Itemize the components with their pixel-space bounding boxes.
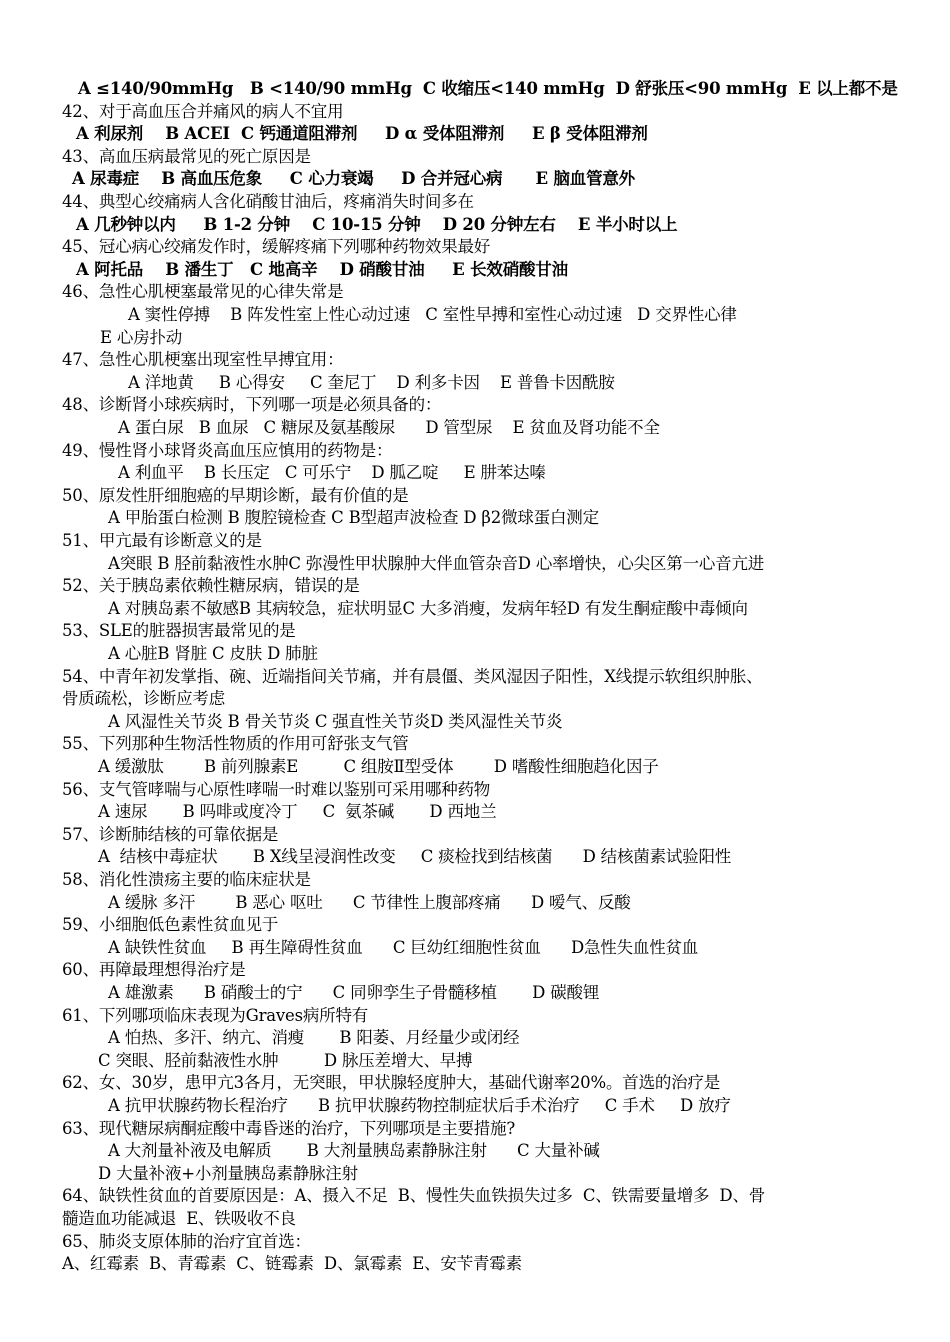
text-line: 63、现代糖尿病酮症酸中毒昏迷的治疗，下列哪项是主要措施? [62,1118,516,1138]
text-line: A 甲胎蛋白检测 B 腹腔镜检查 C B型超声波检查 D β2微球蛋白测定 [108,508,599,528]
text-line: 59、小细胞低色素性贫血见于 [62,915,279,935]
text-line: A 洋地黄 B 心得安 C 奎尼丁 D 利多卡因 E 普鲁卡因酰胺 [128,372,615,392]
text-line: 52、关于胰岛素依赖性糖尿病，错误的是 [62,576,360,596]
text-line: 54、中青年初发掌指、碗、近端指间关节痛，并有晨僵、类风湿因子阳性，X线提示软组织肿胀、 [62,666,763,686]
text-line: A 怕热、多汗、纳亢、消瘦 B 阳萎、月经量少或闭经 [108,1028,520,1048]
text-line: 51、甲亢最有诊断意义的是 [62,531,262,550]
text-line: 50、原发性肝细胞癌的早期诊断，最有价值的是 [62,485,409,505]
text-line: A 缓激肽 B 前列腺素E C 组胺Ⅱ型受体 D 嗜酸性细胞趋化因子 [98,757,659,776]
text-line: C 突眼、胫前黏液性水肿 D 脉压差增大、早搏 [98,1050,473,1070]
text-line: 56、支气管哮喘与心原性哮喘一时难以鉴别可采用哪种药物 [62,779,491,799]
text-line: A 雄激素 B 硝酸士的宁 C 同卵孪生子骨髓移植 D 碳酸锂 [108,983,600,1002]
text-line: A 利血平 B 长压定 C 可乐宁 D 胍乙啶 E 肼苯达嗪 [118,463,546,483]
text-line: 62、女、30岁，患甲亢3各月，无突眼，甲状腺轻度肿大，基础代谢率20%。首选的治疗是 [62,1073,721,1093]
text-line: A 风湿性关节炎 B 骨关节炎 C 强直性关节炎D 类风湿性关节炎 [108,711,563,731]
text-line: A 窦性停搏 B 阵发性室上性心动过速 C 室性早搏和室性心动过速 D 交界性心律 [128,305,737,324]
text-line: 髓造血功能减退 E、铁吸收不良 [62,1209,296,1228]
text-line: 48、诊断肾小球疾病时，下列哪一项是必须具备的： [62,395,442,415]
text-line: 53、SLE的脏器损害最常见的是 [62,621,296,641]
text-line: A 对胰岛素不敏感B 其病较急，症状明显C 大多消瘦，发病年轻D 有发生酮症酸中毒倾向 [108,598,748,618]
text-line: A 缓脉 多汗 B 恶心 呕吐 C 节律性上腹部疼痛 D 嗳气、反酸 [108,892,631,912]
text-line: 64、缺铁性贫血的首要原因是：A、摄入不足 B、慢性失血铁损失过多 C、铁需要量增多 D、骨 [62,1186,766,1206]
text-line: A 心脏B 肾脏 C 皮肤 D 肺脏 [108,644,318,663]
text-line: A ≤140/90mmHg B <140/90 mmHg C 收缩压<140 mmHg D 舒张压<90 mmHg E 以上都不是 [78,79,898,98]
text-line: A 速尿 B 吗啡或度冷丁 C 氨茶碱 D 西地兰 [98,802,497,822]
text-line: 骨质疏松，诊断应考虑 [62,689,226,709]
text-line: A 几秒钟以内 B 1-2 分钟 C 10-15 分钟 D 20 分钟左右 E 半小时以上 [76,214,678,234]
text-line: 60、再障最理想得治疗是 [62,960,246,980]
text-line: 47、急性心肌梗塞出现室性早搏宜用： [62,350,344,370]
text-line: A、红霉素 B、青霉素 C、链霉素 D、氯霉素 E、安苄青霉素 [62,1254,522,1274]
text-line: E 心房扑动 [100,327,183,347]
text-line: A突眼 B 胫前黏液性水肿C 弥漫性甲状腺肿大伴血管杂音D 心率增快，心尖区第一心音亢进 [108,553,765,573]
text-line: 46、急性心肌梗塞最常见的心律失常是 [62,282,344,302]
text-line: A 利尿剂 B ACEI C 钙通道阻滞剂 D α 受体阻滞剂 E β 受体阻滞剂 [76,124,648,144]
text-line: 45、冠心病心绞痛发作时，缓解疼痛下列哪种药物效果最好 [62,237,491,257]
text-line: A 尿毒症 B 高血压危象 C 心力衰竭 D 合并冠心病 E 脑血管意外 [72,169,635,189]
text-line: D 大量补液+小剂量胰岛素静脉注射 [98,1163,358,1183]
text-line: A 抗甲状腺药物长程治疗 B 抗甲状腺药物控制症状后手术治疗 C 手术 D 放疗 [108,1096,731,1115]
text-line: A 大剂量补液及电解质 B 大剂量胰岛素静脉注射 C 大量补碱 [108,1141,600,1161]
text-line: 57、诊断肺结核的可靠依据是 [62,824,279,844]
text-line: 55、下列那种生物活性物质的作用可舒张支气管 [62,734,409,754]
text-line: 49、慢性肾小球肾炎高血压应慎用的药物是： [62,440,393,460]
text-line: A 蛋白尿 B 血尿 C 糖尿及氨基酸尿 D 管型尿 E 贫血及肾功能不全 [118,418,660,437]
text-line: A 阿托品 B 潘生丁 C 地高辛 D 硝酸甘油 E 长效硝酸甘油 [76,259,568,279]
text-line: 42、对于高血压合并痛风的病人不宜用 [62,101,344,121]
text-line: 44、典型心绞痛病人含化硝酸甘油后，疼痛消失时间多在 [62,192,474,211]
text-line: 43、高血压病最常见的死亡原因是 [62,146,311,166]
text-line: 65、肺炎支原体肺的治疗宜首选： [62,1231,311,1251]
text-line: A 缺铁性贫血 B 再生障碍性贫血 C 巨幼红细胞性贫血 D急性失血性贫血 [108,937,699,957]
text-line: 61、下列哪项临床表现为Graves病所特有 [62,1005,369,1025]
text-line: 58、消化性溃疡主要的临床症状是 [62,870,311,889]
text-line: A 结核中毒症状 B X线呈浸润性改变 C 痰检找到结核菌 D 结核菌素试验阳性 [98,847,732,867]
